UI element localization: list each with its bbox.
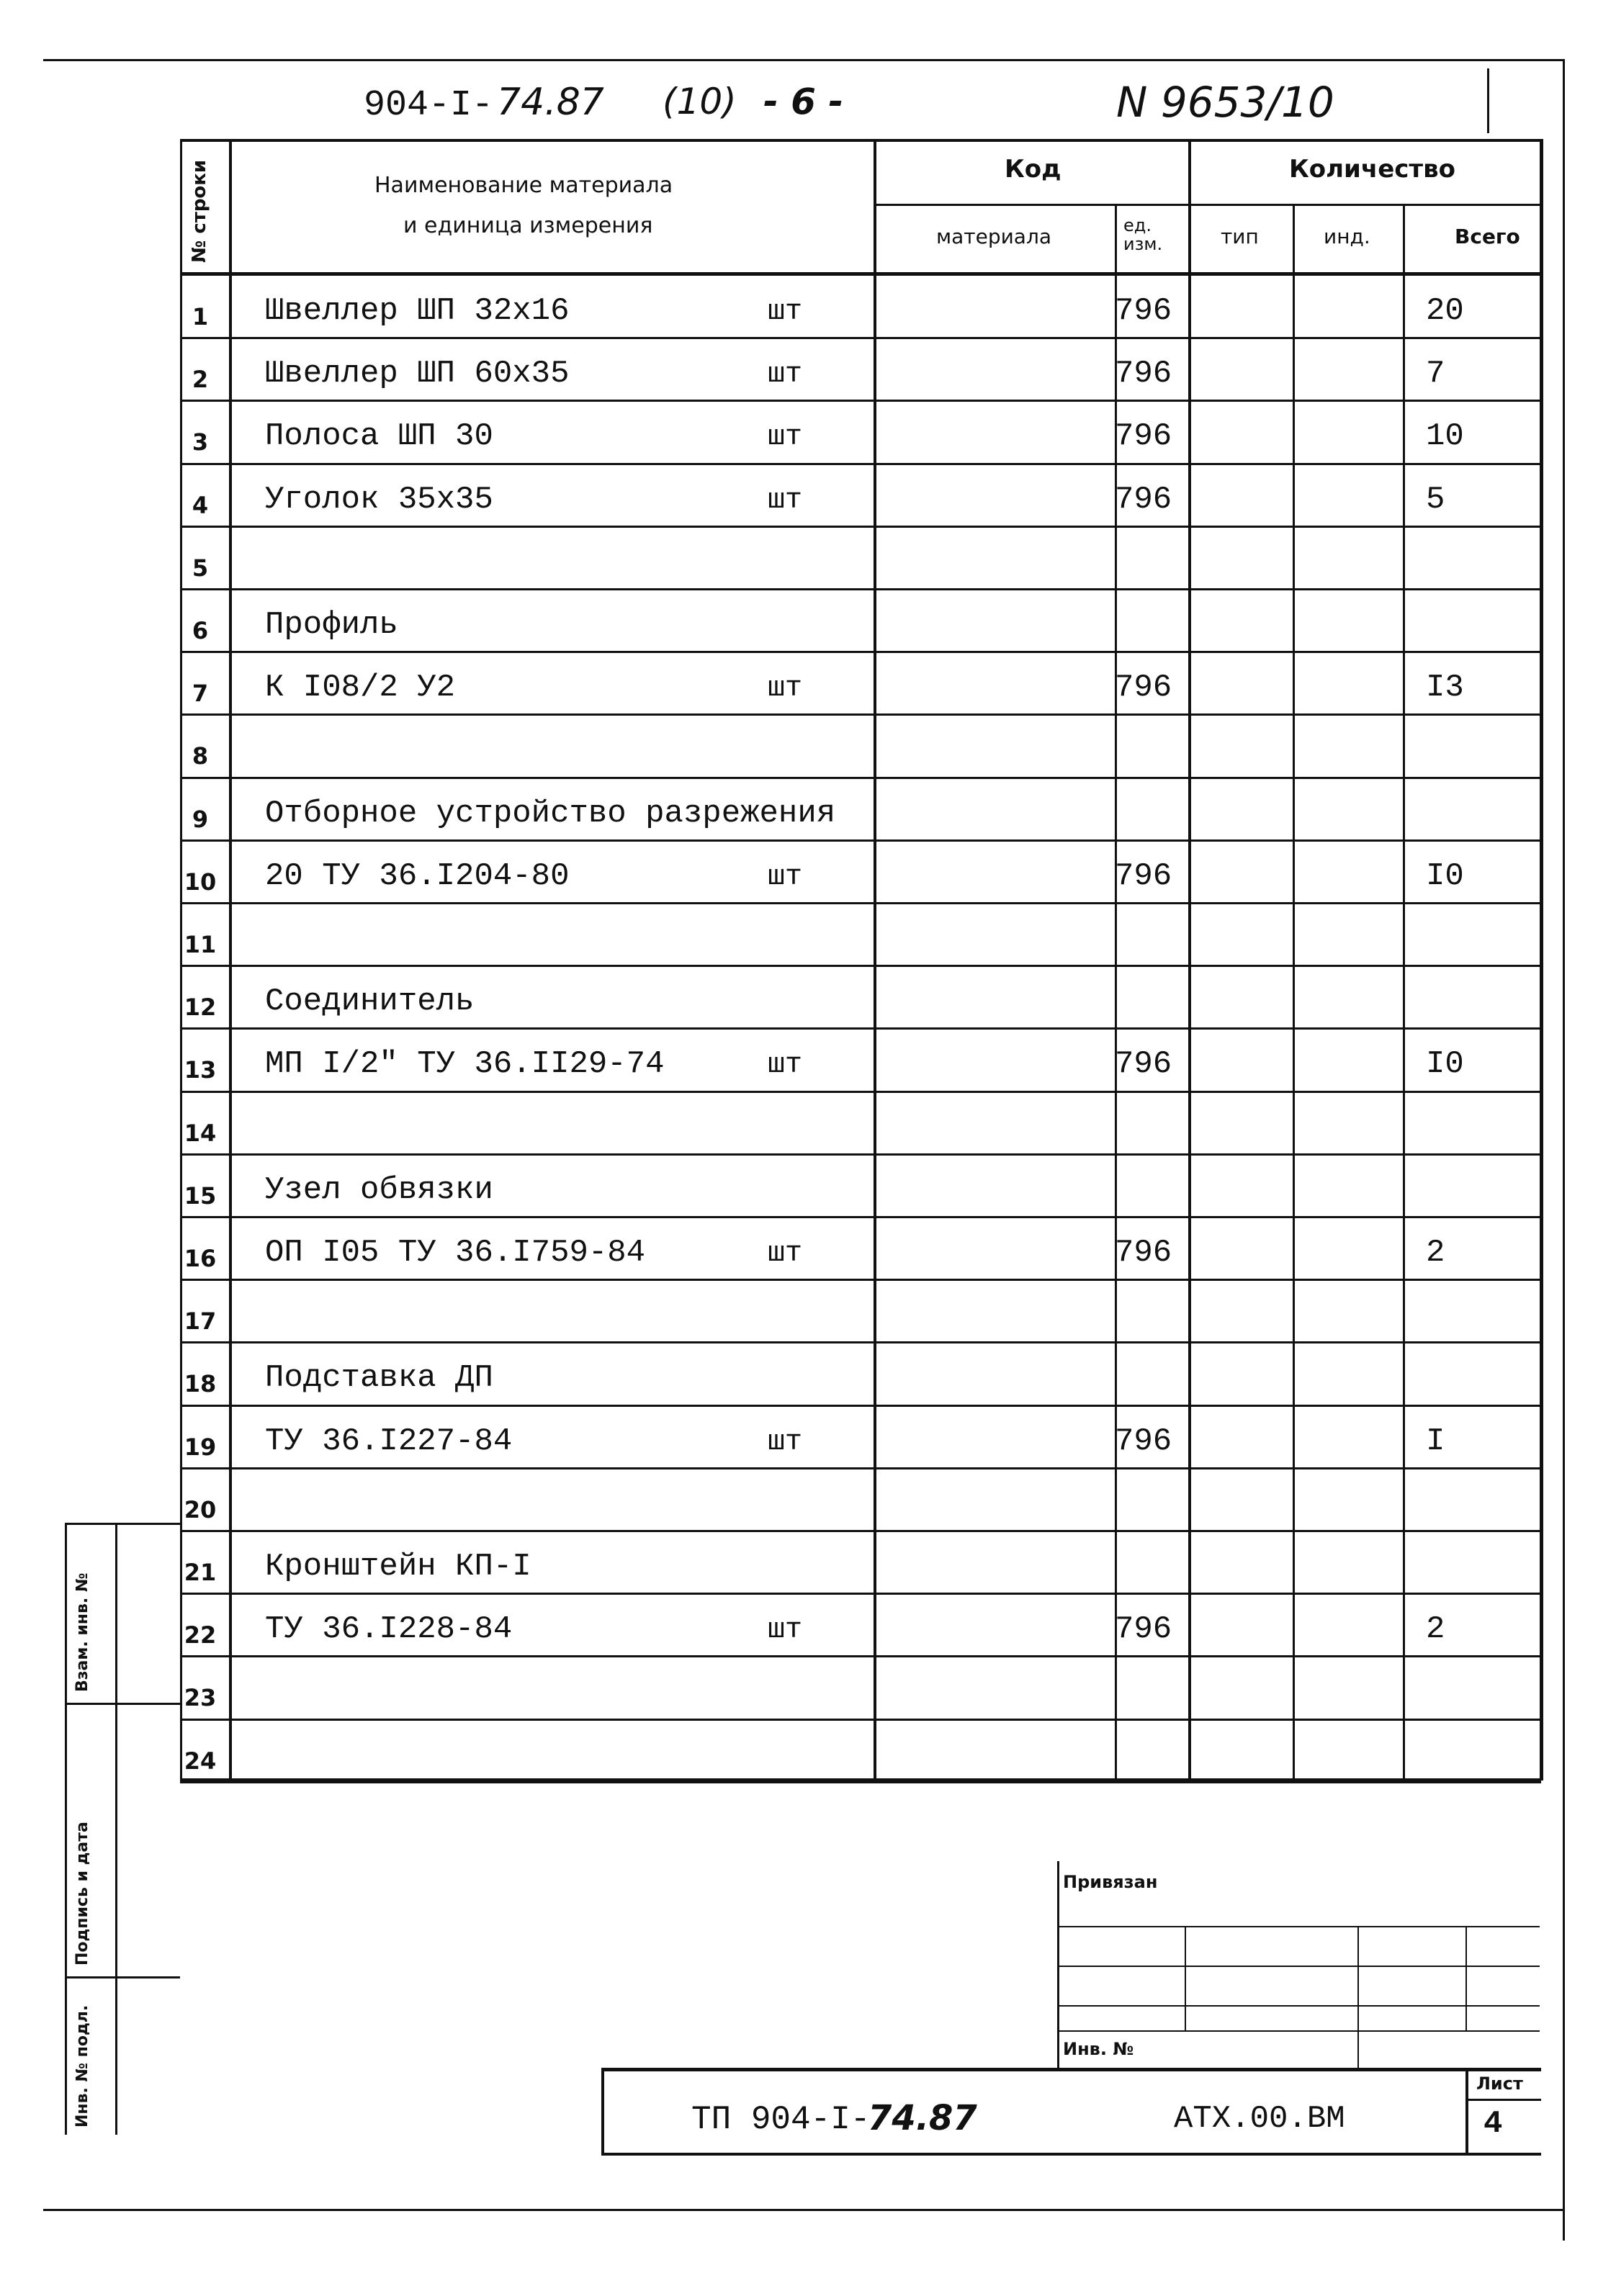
code-material-header: материала — [936, 225, 1052, 248]
binding-col-1 — [1185, 1926, 1186, 2030]
unit-code: 796 — [1115, 293, 1172, 329]
title-block-top-line — [601, 2068, 1541, 2071]
name-header-line1: Наименование материала — [374, 173, 673, 198]
binding-col-3 — [1465, 1926, 1467, 2030]
unit-code: 796 — [1115, 857, 1172, 894]
side-stamp-line-1 — [65, 1523, 180, 1525]
row-number: 18 — [184, 1370, 217, 1398]
unit-of-measure: шт — [768, 421, 803, 454]
row-number: 7 — [192, 680, 209, 708]
header-divider — [1487, 68, 1489, 133]
col-name-line — [874, 139, 876, 1780]
row-number: 1 — [192, 303, 209, 330]
row-number: 9 — [192, 805, 209, 833]
row-separator — [180, 1593, 1541, 1595]
row-separator — [180, 1216, 1541, 1218]
row-number: 16 — [184, 1245, 217, 1272]
title-block-bottom-line — [601, 2153, 1541, 2156]
row-separator — [180, 1655, 1541, 1657]
material-name: ТУ 36.I228-84 — [265, 1611, 513, 1648]
header-mid-line — [874, 204, 1541, 206]
unit-of-measure: шт — [768, 1049, 803, 1082]
material-name: Швеллер ШП 60х35 — [265, 356, 570, 392]
col-ind-line — [1403, 205, 1405, 1780]
row-number: 23 — [184, 1684, 217, 1712]
row-separator — [180, 1091, 1541, 1093]
side-stamp-left-line — [65, 1523, 67, 2135]
row-separator — [180, 713, 1541, 716]
bottom-border — [43, 2209, 1563, 2211]
doc-code: АТХ.00.ВМ — [1174, 2101, 1345, 2137]
quantity-total: 5 — [1426, 481, 1445, 518]
row-separator — [180, 965, 1541, 967]
material-name: Подставка ДП — [265, 1360, 493, 1397]
quantity-total: I3 — [1426, 670, 1464, 706]
row-number: 6 — [192, 617, 209, 644]
unit-code: 796 — [1115, 1046, 1172, 1083]
quantity-total: 7 — [1426, 356, 1445, 392]
title-block-sheet-line — [1465, 2068, 1468, 2154]
unit-code: 796 — [1115, 1235, 1172, 1271]
page-number: - 6 - — [763, 81, 844, 122]
material-name: Кронштейн КП-I — [265, 1549, 531, 1585]
row-number: 14 — [184, 1119, 217, 1147]
material-name: К I08/2 У2 — [265, 670, 456, 706]
qty-type-header: тип — [1221, 225, 1259, 248]
row-number: 13 — [184, 1056, 217, 1084]
row-separator — [180, 1405, 1541, 1407]
col-rownum-line — [229, 139, 232, 1780]
row-number: 19 — [184, 1433, 217, 1461]
table-top-line — [180, 139, 1541, 142]
right-border — [1563, 59, 1565, 2241]
material-name: Отборное устройство разрежения — [265, 795, 836, 832]
row-number: 11 — [184, 931, 217, 958]
row-separator — [180, 1341, 1541, 1343]
row-separator — [180, 400, 1541, 402]
qty-total-header: Всего — [1455, 225, 1520, 248]
title-block-left-line — [601, 2068, 604, 2154]
unit-code: 796 — [1115, 1423, 1172, 1459]
row-separator — [180, 1781, 1541, 1783]
quantity-total: 2 — [1426, 1235, 1445, 1271]
row-number: 3 — [192, 428, 209, 456]
code-header: Код — [1005, 155, 1061, 184]
row-separator — [180, 902, 1541, 904]
row-separator — [180, 1719, 1541, 1721]
row-separator — [180, 1153, 1541, 1156]
unit-of-measure: шт — [768, 296, 803, 328]
code-unit-header: ед. изм. — [1123, 215, 1163, 254]
row-number: 8 — [192, 742, 209, 770]
qty-ind-header: инд. — [1324, 225, 1370, 248]
unit-code: 796 — [1115, 356, 1172, 392]
tp-number-prefix: ТП 904-I- — [691, 2101, 871, 2138]
row-number: 10 — [184, 868, 217, 896]
row-number-header: № строки — [189, 159, 210, 263]
side-stamp-line-2 — [65, 1703, 180, 1705]
unit-of-measure: шт — [768, 672, 803, 706]
col-unit-line — [1188, 139, 1191, 1780]
material-name: Полоса ШП 30 — [265, 418, 493, 455]
sheet-label: Лист — [1476, 2074, 1523, 2094]
row-separator — [180, 1027, 1541, 1030]
row-separator — [180, 463, 1541, 465]
sheet-number: 4 — [1483, 2106, 1503, 2142]
col-type-line — [1293, 205, 1295, 1780]
row-number: 21 — [184, 1559, 217, 1586]
quantity-total: I0 — [1426, 1046, 1464, 1083]
unit-of-measure: шт — [768, 1614, 803, 1647]
unit-of-measure: шт — [768, 359, 803, 392]
row-number: 20 — [184, 1495, 217, 1523]
quantity-total: I0 — [1426, 857, 1464, 894]
binding-line-4 — [1057, 2030, 1540, 2032]
row-separator — [180, 337, 1541, 339]
row-separator — [180, 526, 1541, 528]
material-name: ОП I05 ТУ 36.I759-84 — [265, 1235, 646, 1271]
row-number: 4 — [192, 491, 209, 519]
material-name: МП I/2" ТУ 36.II29-74 — [265, 1046, 665, 1083]
quantity-header: Количество — [1289, 155, 1456, 184]
unit-code: 796 — [1115, 481, 1172, 518]
binding-inv-label: Инв. № — [1063, 2039, 1134, 2059]
unit-of-measure: шт — [768, 1426, 803, 1459]
quantity-total: 10 — [1426, 418, 1464, 455]
name-header-line2: и единица измерения — [403, 213, 653, 238]
row-separator — [180, 839, 1541, 842]
quantity-total: I — [1426, 1423, 1445, 1459]
doc-number-handwritten: 74.87 — [497, 81, 604, 124]
table-right-line — [1540, 139, 1543, 1780]
unit-of-measure: шт — [768, 484, 803, 517]
material-name: ТУ 36.I227-84 — [265, 1423, 513, 1459]
row-number: 24 — [184, 1747, 217, 1775]
inv-podl-label: Инв. № подл. — [73, 2004, 91, 2128]
side-stamp-line-3 — [65, 1976, 180, 1978]
row-number: 17 — [184, 1307, 217, 1336]
row-number: 15 — [184, 1181, 217, 1210]
unit-of-measure: шт — [768, 860, 803, 893]
title-block-sheet-mid-line — [1465, 2099, 1541, 2101]
unit-of-measure: шт — [768, 1238, 803, 1270]
doc-number-prefix: 904-I- — [364, 85, 494, 126]
part-number: (10) — [663, 81, 737, 122]
row-separator — [180, 651, 1541, 653]
row-separator — [180, 1467, 1541, 1469]
material-name: Узел обвязки — [265, 1171, 493, 1208]
row-number: 2 — [192, 366, 209, 394]
binding-line-3 — [1057, 2005, 1540, 2007]
side-stamp-right-line — [115, 1523, 117, 2135]
header-bottom-line — [180, 272, 1541, 276]
row-number: 22 — [184, 1621, 217, 1649]
material-name: Соединитель — [265, 983, 475, 1020]
material-name: Профиль — [265, 607, 398, 643]
unit-code: 796 — [1115, 418, 1172, 455]
sign-date-label: Подпись и дата — [73, 1822, 91, 1966]
unit-code: 796 — [1115, 670, 1172, 706]
row-number: 5 — [192, 554, 209, 582]
row-separator — [180, 588, 1541, 590]
material-name: 20 ТУ 36.I204-80 — [265, 857, 570, 894]
tp-number-handwritten: 74.87 — [868, 2098, 977, 2138]
row-separator — [180, 1530, 1541, 1532]
quantity-total: 2 — [1426, 1611, 1445, 1648]
vzam-inv-label: Взам. инв. № — [73, 1572, 91, 1692]
unit-code: 796 — [1115, 1611, 1172, 1648]
binding-line-2 — [1057, 1966, 1540, 1967]
binding-col-2 — [1357, 1926, 1359, 2070]
row-separator — [180, 1279, 1541, 1281]
binding-line-1 — [1057, 1926, 1540, 1927]
material-name: Уголок 35х35 — [265, 481, 493, 518]
quantity-total: 20 — [1426, 293, 1464, 329]
binding-label: Привязан — [1063, 1872, 1158, 1892]
row-separator — [180, 777, 1541, 779]
archive-number: N 9653/10 — [1116, 78, 1334, 127]
row-number: 12 — [184, 994, 217, 1022]
material-name: Швеллер ШП 32х16 — [265, 293, 570, 329]
top-border — [43, 59, 1563, 61]
